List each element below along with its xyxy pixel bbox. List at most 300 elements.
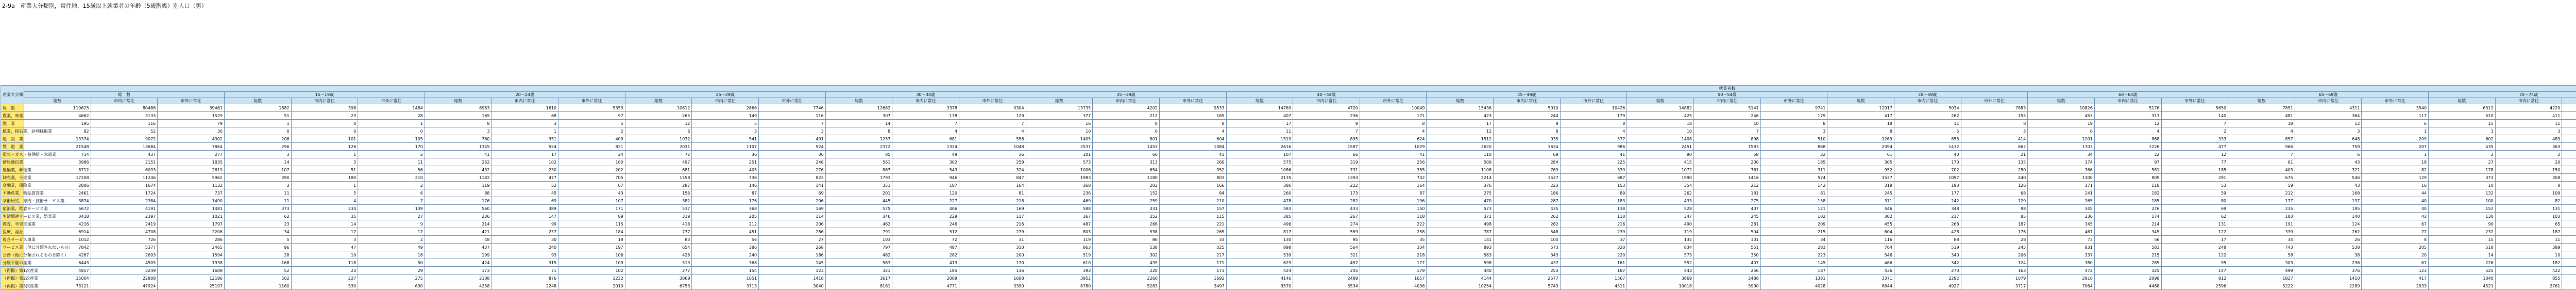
table-cell: 184 [558,228,625,236]
table-cell: 3540 [2362,104,2429,112]
table-cell: 33 [1159,236,1226,244]
table-cell: 17208 [24,174,91,182]
table-cell: 62 [224,213,291,220]
table-cell: 168 [2295,189,2362,197]
table-cell: 6093 [91,166,158,174]
table-cell: 267 [1293,213,1360,220]
table-cell: 519 [1894,244,1961,251]
table-cell: 510 [1760,135,1827,143]
table-cell: 386 [692,244,759,251]
table-cell: 556 [959,135,1026,143]
table-cell: 220 [1560,251,1627,259]
table-cell: 135 [1961,158,2028,166]
table-cell: 287 [625,182,692,189]
table-cell: 4 [892,127,959,135]
table-cell: 417 [1827,112,1894,120]
table-cell: 11 [1894,120,1961,127]
table-row [1,251,2576,259]
sub-header: 市内に常住 [1494,98,1561,104]
table-cell: 262 [425,158,492,166]
sub-header: 総数 [2028,98,2095,104]
group-header: 55～59歳 [1827,92,2028,98]
table-cell: 114 [759,213,826,220]
table-cell: 205 [692,213,759,220]
table-cell: 4144 [1427,275,1494,282]
table-cell: 3 [759,127,826,135]
table-cell: 140 [2161,112,2228,120]
table-cell: 3 [425,127,492,135]
table-cell: 719 [1627,228,1694,236]
table-cell: 574 [1760,174,1827,182]
table-cell: 39461 [158,104,225,112]
table-cell: 539 [1226,251,1293,259]
table-cell: 343 [1494,251,1561,259]
table-cell: 3986 [24,158,91,166]
table-cell: 1512 [1427,135,1494,143]
table-cell: 10826 [2028,104,2095,112]
row-label: 総 数 [1,104,24,112]
table-cell: 199 [425,251,492,259]
table-cell: 2 [2495,151,2562,158]
table-cell: 1594 [158,251,225,259]
group-header: 70～74歳 [2429,92,2576,98]
table-cell: 88 [425,189,492,197]
table-cell: 138 [1560,205,1627,213]
table-cell: 282 [892,251,959,259]
table-cell: 126 [1961,182,2028,189]
table-cell: 9072 [91,135,158,143]
table-cell: 156 [625,189,692,197]
group-header: 45～49歳 [1427,92,1627,98]
table-row [1,220,2576,228]
table-cell: 122 [2161,228,2228,236]
table-cell: 152 [2429,205,2496,213]
table-cell: 43 [2362,213,2429,220]
table-cell: 191 [2228,220,2295,228]
table-cell: 742 [1360,174,1427,182]
table-cell: 195 [24,120,91,127]
table-cell: 284 [1494,158,1561,166]
table-cell: 868 [1760,143,1827,151]
table-cell: 4 [2228,127,2295,135]
table-cell: 58 [1694,151,1761,158]
table-cell: 4202 [1093,104,1160,112]
table-cell: 185 [1760,158,1827,166]
table-cell [2562,182,2576,189]
table-cell: 4287 [24,251,91,259]
table-cell: 51 [291,166,358,174]
table-cell: 1 [224,120,291,127]
table-cell: 68 [492,112,558,120]
table-cell: 176 [425,197,492,205]
table-cell: 43 [558,189,625,197]
table-cell: 77 [2362,228,2429,236]
table-cell: 262 [2295,228,2362,236]
table-cell: 77 [2161,158,2228,166]
table-cell: 82 [2495,197,2562,205]
table-cell: 368 [692,259,759,267]
table-cell: 202 [1093,182,1160,189]
table-cell: 414 [1961,135,2028,143]
table-cell: 1032 [625,135,692,143]
table-cell: 275 [358,275,425,282]
sub-header [2562,98,2576,104]
table-cell: 7864 [158,143,225,151]
table-cell: 654 [625,244,692,251]
table-cell: 11 [358,158,425,166]
table-cell: 1651 [692,275,759,282]
table-cell: 44 [2362,189,2429,197]
table-cell: 4468 [2094,282,2161,290]
table-cell: 119625 [24,104,91,112]
table-cell: 1703 [2028,143,2095,151]
table-cell: 110 [1427,151,1494,158]
table-cell: 498 [1427,220,1494,228]
table-cell: 5 [291,189,358,197]
table-cell: 528 [1627,205,1694,213]
table-cell: 1827 [2228,275,2295,282]
table-cell: 1797 [158,220,225,228]
table-cell: 433 [1627,197,1694,205]
table-cell: 81 [959,189,1026,197]
table-cell: 12917 [1827,104,1894,112]
table-row [1,182,2576,189]
table-cell: 5743 [1494,282,1561,290]
table-cell: 7 [1694,127,1761,135]
table-cell: 4146 [1226,275,1293,282]
table-cell: 178 [892,112,959,120]
table-cell: 2616 [1226,143,1293,151]
table-cell: 17 [1226,120,1293,127]
sub-header: 総数 [425,98,492,104]
table-cell: 604 [1159,135,1226,143]
page-title: 2-9a 産業大分類別，常住地，15歳以上就業者の年齢（5歳階級）別人口（男） [2,2,207,10]
table-cell: 73121 [24,282,91,290]
table-cell: 737 [625,228,692,236]
table-cell: 4521 [2429,282,2496,290]
table-cell: 252 [1093,213,1160,220]
table-cell: 69 [759,189,826,197]
table-cell: 227 [291,275,358,282]
table-cell: 69 [2161,205,2228,213]
table-cell: 182 [2495,259,2562,267]
table-cell: 2620 [1427,143,1494,151]
table-cell: 8 [1560,120,1627,127]
table-cell: 797 [825,244,892,251]
table-cell: 177 [1894,189,1961,197]
table-cell: 8 [1760,120,1827,127]
table-cell: 560 [425,205,492,213]
table-cell: 7 [959,120,1026,127]
table-cell: 340 [1894,251,1961,259]
table-cell: 421 [425,228,492,236]
table-cell: 2 [2161,127,2228,135]
table-cell: 236 [1293,112,1360,120]
table-cell: 714 [24,151,91,158]
table-cell: 223 [1760,251,1827,259]
group-header: 30～34歳 [825,92,1026,98]
table-cell: 6 [1093,127,1160,135]
table-cell: 2248 [492,282,558,290]
table-cell: 1324 [892,143,959,151]
population-table [1,85,2576,290]
table-cell: 764 [1827,244,1894,251]
row-label: 農業，林業 [1,112,24,120]
row-label: （再掲）第3次産業 [1,282,24,290]
table-cell: 302 [892,158,959,166]
table-cell: 4 [1360,127,1427,135]
table-cell: 2933 [2362,282,2429,290]
table-cell: 737 [158,189,225,197]
table-cell: 124 [1961,259,2028,267]
sub-header: 市外に常住 [158,98,225,104]
table-cell: 13684 [91,143,158,151]
table-cell: 145 [1760,259,1827,267]
table-cell: 40 [2362,205,2429,213]
table-cell: 575 [1226,158,1293,166]
row-label: 公務（他に分類されるものを除く） [1,251,24,259]
table-cell: 1079 [1961,275,2028,282]
table-cell: 2397 [91,213,158,220]
table-cell: 28 [1961,236,2028,244]
table-cell: 116 [1827,236,1894,244]
table-cell: 262 [1627,189,1694,197]
table-cell: 382 [625,197,692,205]
table-cell: 604 [1827,228,1894,236]
table-cell: 174 [2028,158,2095,166]
table-cell [2562,275,2576,282]
table-cell: 14 [825,120,892,127]
table-cell: 345 [2028,205,2095,213]
table-cell: 1132 [158,182,225,189]
table-cell: 1527 [1494,174,1561,182]
table-cell: 602 [2429,135,2496,143]
table-cell: 2098 [2094,275,2161,282]
table-cell: 10612 [625,104,692,112]
table-cell: 3 [1961,127,2028,135]
table-cell: 1484 [358,104,425,112]
table-cell: 319 [1827,182,1894,189]
table-cell: 53 [2161,182,2228,189]
table-cell: 17 [2161,236,2228,244]
table-cell: 185 [892,267,959,275]
table-cell: 561 [825,158,892,166]
table-cell: 3040 [759,282,826,290]
table-cell: 81 [1760,189,1827,197]
table-cell: 8 [1827,127,1894,135]
table-cell: 220 [1093,267,1160,275]
table-cell: 822 [759,174,826,182]
table-cell: 245 [1694,213,1761,220]
table-cell: 3390 [959,282,1026,290]
table-cell: 160 [558,158,625,166]
table-cell: 1100 [2028,174,2095,182]
table-cell: 19 [1827,120,1894,127]
table-cell: 12 [1427,127,1494,135]
table-cell: 403 [2228,166,2295,174]
table-cell: 1418 [759,275,826,282]
table-cell: 525 [2429,267,2496,275]
table-cell: 5283 [1093,282,1160,290]
table-cell: 34 [1760,236,1827,244]
table-cell: 437 [425,244,492,251]
row-label: 情報通信業 [1,158,24,166]
table-cell: 583 [2094,244,2161,251]
table-cell: 466 [1827,259,1894,267]
table-cell: 551 [1694,244,1761,251]
table-cell: 170 [358,143,425,151]
table-cell: 2 [558,127,625,135]
table-cell: 23 [224,220,291,228]
table-cell: 187 [1961,220,2028,228]
table-cell: 355 [1360,166,1427,174]
table-cell: 2292 [1894,275,1961,282]
sub-header: 市内に常住 [291,98,358,104]
row-label: 教育，学習支援業 [1,220,24,228]
table-cell: 236 [2295,259,2362,267]
table-cell [2562,158,2576,166]
group-header: 20～24歳 [425,92,625,98]
table-cell: 5 [558,120,625,127]
row-label: 卸売業，小売業 [1,174,24,182]
table-cell: 274 [1293,220,1360,228]
table-cell: 56 [358,166,425,174]
table-cell: 186 [759,251,826,259]
table-cell: 367 [1026,213,1093,220]
table-cell: 8 [425,120,492,127]
table-row [1,228,2576,236]
table-cell: 18 [2228,120,2295,127]
table-cell: 1657 [1360,275,1427,282]
table-cell: 14882 [1627,104,1694,112]
table-cell: 411 [2495,112,2562,120]
table-cell: 1416 [1694,174,1761,182]
table-cell: 89 [1560,189,1627,197]
table-cell: 415 [1627,158,1694,166]
table-cell: 126 [291,143,358,151]
table-cell: 248 [2161,244,2228,251]
table-cell: 52 [224,267,291,275]
table-cell: 2094 [1827,143,1894,151]
table-cell: 35 [1360,236,1427,244]
table-cell: 7064 [2028,282,2095,290]
table-cell: 333 [2161,135,2228,143]
table-cell: 432 [425,166,492,174]
sub-header: 市内に常住 [2495,98,2562,104]
table-cell: 681 [892,135,959,143]
table-cell: 52 [91,127,158,135]
table-cell: 675 [2228,174,2295,182]
table-cell: 470 [1427,197,1494,205]
table-cell: 530 [291,282,358,290]
table-cell: 36 [959,151,1026,158]
table-cell: 5176 [2094,104,2161,112]
table-cell: 6 [358,189,425,197]
table-cell: 345 [2028,220,2095,228]
table-cell: 4511 [1560,282,1627,290]
table-cell: 337 [2028,251,2095,259]
table-cell: 1012 [24,236,91,244]
table-cell: 339 [2228,228,2295,236]
table-cell: 136 [959,267,1026,275]
table-cell: 4720 [1293,104,1360,112]
table-cell: 176 [1961,228,2028,236]
table-row [1,127,2576,135]
table-cell: 2806 [24,182,91,189]
table-cell: 451 [692,228,759,236]
table-cell: 209 [1760,220,1827,228]
table-cell: 2577 [1494,275,1561,282]
table-row [1,213,2576,220]
table-cell: 433 [1293,205,1360,213]
table-cell: 5650 [2161,104,2228,112]
table-cell: 2461 [24,189,91,197]
table-cell: 573 [1627,251,1694,259]
group-header: 15～19歳 [224,92,425,98]
table-cell: 315 [492,259,558,267]
table-cell: 282 [1494,220,1561,228]
table-cell: 791 [825,228,892,236]
table-cell: 6443 [24,259,91,267]
table-cell: 157 [1159,205,1226,213]
table-cell: 197 [558,244,625,251]
table-cell: 265 [2028,197,2095,205]
table-cell: 538 [1093,244,1160,251]
table-cell: 380 [2028,259,2095,267]
table-cell: 552 [1627,259,1694,267]
table-cell: 2 [358,151,425,158]
table-cell: 2489 [1293,275,1360,282]
table-cell: 258 [1360,228,1427,236]
table-row [1,205,2576,213]
table-cell: 176 [692,197,759,205]
table-cell: 1021 [158,213,225,220]
table-cell: 201 [825,189,892,197]
table-cell: 5034 [1894,104,1961,112]
sub-header-row [1,98,2576,104]
table-cell: 4216 [24,220,91,228]
table-cell: 1583 [1694,143,1761,151]
table-row [1,158,2576,166]
row-label: （再掲）第1次産業 [1,267,24,275]
table-cell: 187 [1760,267,1827,275]
table-cell: 23 [291,267,358,275]
table-cell: 598 [1427,259,1494,267]
table-cell: 7 [759,120,826,127]
table-cell: 1232 [558,275,625,282]
table-cell: 2206 [158,228,225,236]
table-cell: 115 [1159,213,1226,220]
table-cell: 166 [1159,182,1226,189]
table-cell: 8780 [1026,282,1093,290]
row-label: 医療，福祉 [1,228,24,236]
table-cell: 206 [759,197,826,205]
table-cell: 281 [1694,220,1761,228]
table-cell: 118 [1360,213,1427,220]
table-cell: 321 [1293,251,1360,259]
table-cell: 32 [1760,151,1827,158]
sub-header: 総数 [24,98,91,104]
table-cell: 1567 [1560,275,1627,282]
table-cell: 12 [2094,120,2161,127]
table-cell: 43 [2295,182,2362,189]
row-label: 漁 業 [1,120,24,127]
table-cell: 537 [625,205,692,213]
table-cell: 743 [2228,244,2295,251]
table-cell: 7 [1293,127,1360,135]
table-cell: 1990 [1627,174,1694,182]
table-cell [2562,143,2576,151]
